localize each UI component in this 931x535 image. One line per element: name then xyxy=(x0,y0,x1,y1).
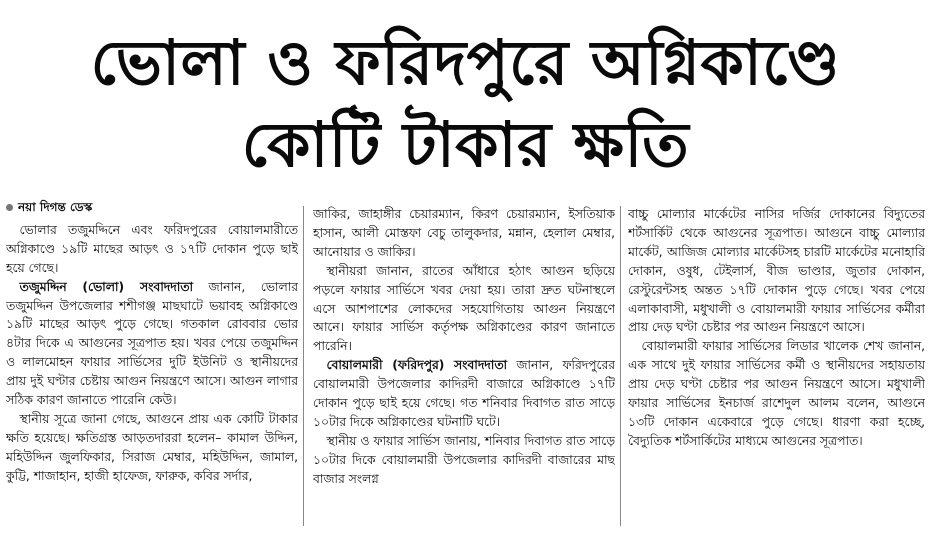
dateline: বোয়ালমারী (ফরিদপুর) সংবাদদাতা xyxy=(326,358,508,373)
article-column-1 xyxy=(6,198,298,535)
article-column-2 xyxy=(313,205,615,535)
bullet-icon xyxy=(6,204,13,211)
headline-line-1: ভোলা ও ফরিদপুরে অগ্নিকাণ্ডে xyxy=(90,26,841,99)
paragraph xyxy=(6,278,298,410)
byline-text: নয়া দিগন্ত ডেস্ক xyxy=(18,200,93,214)
dateline: তজুমদ্দিন (ভোলা) সংবাদদাতা xyxy=(19,279,194,294)
paragraph: জাকির, জাহাঙ্গীর চেয়ারম্যান, কিরণ চেয়ারম্যান, ইসতিয়াক হাসান, আলী মোস্তফা বেচু তালুকদার, মন্নান, হেলাল মেম্বার, আনোয়ার ও জাকির। xyxy=(313,207,615,259)
byline xyxy=(6,198,298,217)
paragraph: স্থানীয়রা জানান, রাতের আঁধারে হঠাৎ আগুন ছড়িয়ে পড়লে ফায়ার সার্ভিসে খবর দেয়া হয়। তারা দ্রুত ঘটনাস্থলে এসে আশপাশের লোকদের সহযোগিতায় আগুন নিয়ন্ত্রণে আনে। ফায়ার সার্ভিস কর্তৃপক্ষ অগ্নিকাণ্ডের কারণ জানাতে পারেনি। xyxy=(313,263,615,354)
column-divider xyxy=(303,206,304,526)
paragraph: বাচ্চু মোল্যার মার্কেটের নাসির দর্জির দোকানের বিদ্যুতের শর্টসার্কিট থেকে আগুনের সূত্রপাত। আগুনে বাচ্চু মোল্যার মার্কেট, আজিজ মোল্যার মার্কেটসহ চারটি মার্কেটের মনোহারি দোকান, ওষুধ, টেইলার্স, বীজ ভাণ্ডার, জুতার দোকান, রেস্টুরেন্টসহ অন্তত ১৭টি দোকান পুড়ে গেছে। খবর পেয়ে এলাকাবাসী, মধুখালী ও বোয়ালমারী ফায়ার সার্ভিসের কর্মীরা প্রায় দেড় ঘণ্টা চেষ্টার পর আগুন নিয়ন্ত্রণে আসে। xyxy=(628,207,925,335)
paragraph: বোয়ালমারী ফায়ার সার্ভিসের লিডার খালেক শেখ জানান, এক সাথে দুই ফায়ার সার্ভিসের কর্মী ও স্থানীয়দের সহায়তায় প্রায় দেড় ঘণ্টা চেষ্টার পর আগুন নিয়ন্ত্রণে আসে। মধুখালী ফায়ার সার্ভিসের ইনচার্জ রাশেদুল আলম বলেন, আগুনে ১৩টি দোকান একেবারে পুড়ে গেছে। ধারণা করা হচ্ছে, বৈদ্যুতিক শর্টসার্কিটের মাধ্যমে আগুনের সূত্রপাত। xyxy=(628,339,925,448)
column-divider xyxy=(620,206,621,526)
article-column-3 xyxy=(628,205,925,535)
paragraph-body: জানান, ভোলার তজুমদ্দিন উপজেলার শশীগঞ্জ মাছঘাটে ভয়াবহ অগ্নিকাণ্ডে ১৯টি মাছের আড়ৎ পুড়ে গেছে। গতকাল রোববার ভোর ৪টার দিকে এ আগুনের সূত্রপাত হয়। খবর পেয়ে তজুমদ্দিন ও লালমোহন ফায়ার সার্ভিসের দুটি ইউনিট ও স্থানীয়দের প্রায় দুই ঘণ্টার চেষ্টায় আগুন নিয়ন্ত্রণে আসে। আগুন লাগার সঠিক কারণ জানাতে পারেনি কেউ। xyxy=(6,279,298,408)
headline-line-2: কোটি টাকার ক্ষতি xyxy=(241,108,690,181)
paragraph: ভোলার তজুমদ্দিনে এবং ফরিদপুরের বোয়ালমারীতে অগ্নিকাণ্ডে ১৯টি মাছের আড়ৎ ও ১৭টি দোকান পুড়ে ছাই হয়ে গেছে। xyxy=(6,222,298,275)
paragraph xyxy=(313,356,615,432)
headline xyxy=(0,22,931,186)
paragraph: স্থানীয় ও ফায়ার সার্ভিস জানায়, শনিবার দিবাগত রাত সাড়ে ১০টার দিকে বোয়ালমারী উপজেলার কাদিরদী বাজারের মাছ বাজার সংলগ্ন xyxy=(313,433,615,486)
paragraph: স্থানীয় সূত্রে জানা গেছে, আগুনে প্রায় এক কোটি টাকার ক্ষতি হয়েছে। ক্ষতিগ্রস্ত আড়তদাররা হলেন– কামাল উদ্দিন, মহিউদ্দিন জুলফিকার, সিরাজ মেম্বার, মহিউদ্দিন, জামাল, কুট্টি, শাজাহান, হাজী হাফেজ, ফারুক, কবির সর্দার, xyxy=(6,411,298,483)
paragraph-body: জানান, ফরিদপুরের বোয়ালমারী উপজেলার কাদিরদী বাজারে অগ্নিকাণ্ডে ১৭টি দোকান পুড়ে ছাই হয়ে গেছে। গত শনিবার দিবাগত রাত সাড়ে ১০টার দিকে অগ্নিকাণ্ডের ঘটনাটি ঘটে। xyxy=(313,358,615,429)
